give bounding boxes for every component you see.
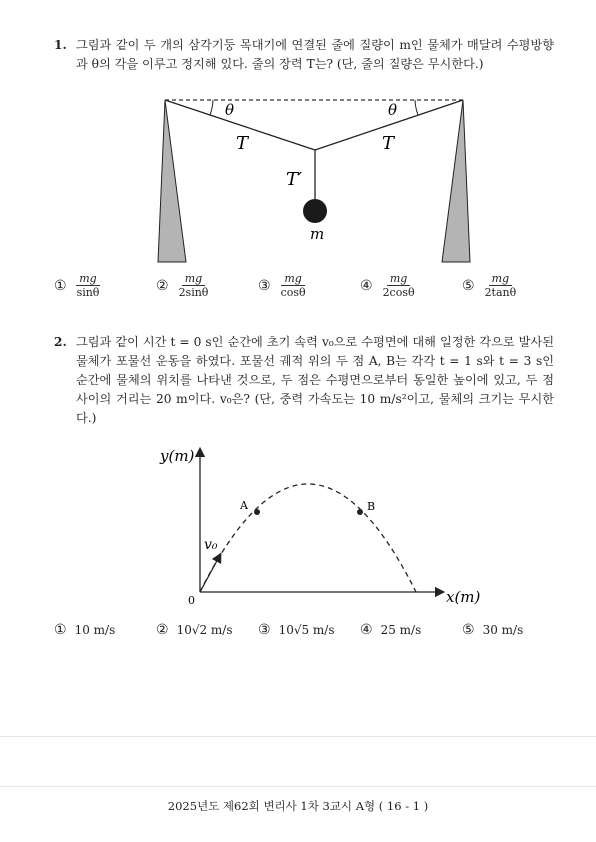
- right-support: [442, 100, 470, 262]
- point-a: [254, 509, 260, 515]
- fraction-numerator: mg: [387, 272, 410, 286]
- choice-mark: ①: [54, 277, 67, 294]
- choice-text: 10 m/s: [74, 623, 116, 637]
- choice-mark: ②: [156, 622, 169, 638]
- choice-fraction: [381, 272, 417, 299]
- q1-choice-4[interactable]: [360, 272, 417, 299]
- choice-mark: ②: [156, 277, 169, 294]
- left-support: [158, 100, 186, 262]
- point-a-label: A: [240, 499, 248, 512]
- q1-choice-2[interactable]: [156, 272, 210, 299]
- question-1-stem: 그림과 같이 두 개의 삼각기둥 목대기에 연결된 줄에 질량이 m인 물체가 매달려 수평방향과 θ의 각을 이루고 정지해 있다. 줄의 장력 T는? (단, 줄의 질량은 무시한다.): [76, 38, 554, 71]
- question-2-stem: 그림과 같이 시간 t = 0 s인 순간에 초기 속력 v₀으로 수평면에 대해 일정한 각으로 발사된 물체가 포물선 운동을 하였다. 포물선 궤적 위의 두 점 A, B는 각각 t = 1 s와 t = 3 s인 순간에 물체의 위치를 나타낸 것으로, 두 점은 수평면으로부터 동일한 높이에 있고, 두 점 사이의 거리는 20 m이다. v₀은? (단, 중력 가속도는 10 m/s²이고, 물체의 크기는 무시한다.): [76, 335, 554, 425]
- choice-mark: ①: [54, 622, 67, 638]
- choice-fraction: [483, 272, 519, 299]
- tension-prime-label: T′: [286, 169, 303, 190]
- parabolic-trajectory: [200, 484, 416, 592]
- q2-choice-3[interactable]: [258, 622, 335, 638]
- divider-line: [0, 786, 596, 787]
- choice-mark: ④: [360, 622, 373, 638]
- fraction-denominator: 2tanθ: [484, 286, 517, 299]
- question-1-number: 1.: [54, 38, 67, 52]
- choice-text: 25 m/s: [380, 623, 422, 637]
- fraction-numerator: mg: [182, 272, 205, 286]
- x-axis-label: x(m): [446, 588, 481, 606]
- question-2: [54, 333, 554, 428]
- point-b-label: B: [367, 500, 376, 513]
- q2-choice-2[interactable]: [156, 622, 233, 638]
- question-2-number: 2.: [54, 335, 67, 349]
- choice-fraction: [279, 272, 308, 299]
- divider-line: [0, 736, 596, 737]
- fraction-numerator: mg: [281, 272, 304, 286]
- q1-choice-3[interactable]: [258, 272, 308, 299]
- choice-text: 30 m/s: [482, 623, 524, 637]
- choice-fraction: [75, 272, 102, 299]
- initial-velocity-arrow: [200, 557, 219, 592]
- q1-choice-1[interactable]: [54, 272, 101, 299]
- figure-2: [150, 442, 490, 612]
- theta-right-label: θ: [388, 101, 398, 119]
- mass-label: m: [310, 225, 325, 243]
- tension-right-label: T: [382, 133, 395, 154]
- figure-1: [120, 92, 510, 267]
- page-footer: 2025년도 제62회 변리사 1차 3교시 A형 ( 16 - 1 ): [167, 799, 429, 813]
- fraction-denominator: cosθ: [280, 286, 306, 299]
- q2-choice-1[interactable]: [54, 622, 115, 638]
- left-angle-arc: [210, 100, 213, 115]
- q2-choice-4[interactable]: [360, 622, 421, 638]
- fraction-denominator: 2cosθ: [382, 286, 415, 299]
- choice-mark: ⑤: [462, 622, 475, 638]
- choice-mark: ⑤: [462, 277, 475, 294]
- choice-text: 10√2 m/s: [176, 623, 233, 637]
- choice-fraction: [177, 272, 211, 299]
- question-1: [54, 36, 554, 74]
- choice-mark: ③: [258, 622, 271, 638]
- fraction-numerator: mg: [76, 272, 99, 286]
- theta-left-label: θ: [225, 101, 235, 119]
- tension-left-label: T: [236, 133, 249, 154]
- right-angle-arc: [415, 100, 418, 115]
- choice-mark: ④: [360, 277, 373, 294]
- point-b: [357, 509, 363, 515]
- y-axis-label: y(m): [160, 447, 195, 465]
- mass-ball: [303, 199, 327, 223]
- origin-label: 0: [188, 594, 195, 607]
- v0-label: v₀: [204, 537, 218, 553]
- q1-choice-5[interactable]: [462, 272, 518, 299]
- q2-choice-5[interactable]: [462, 622, 523, 638]
- fraction-denominator: sinθ: [76, 286, 100, 299]
- fraction-numerator: mg: [489, 272, 512, 286]
- fraction-denominator: 2sinθ: [178, 286, 209, 299]
- choice-text: 10√5 m/s: [278, 623, 335, 637]
- choice-mark: ③: [258, 277, 271, 294]
